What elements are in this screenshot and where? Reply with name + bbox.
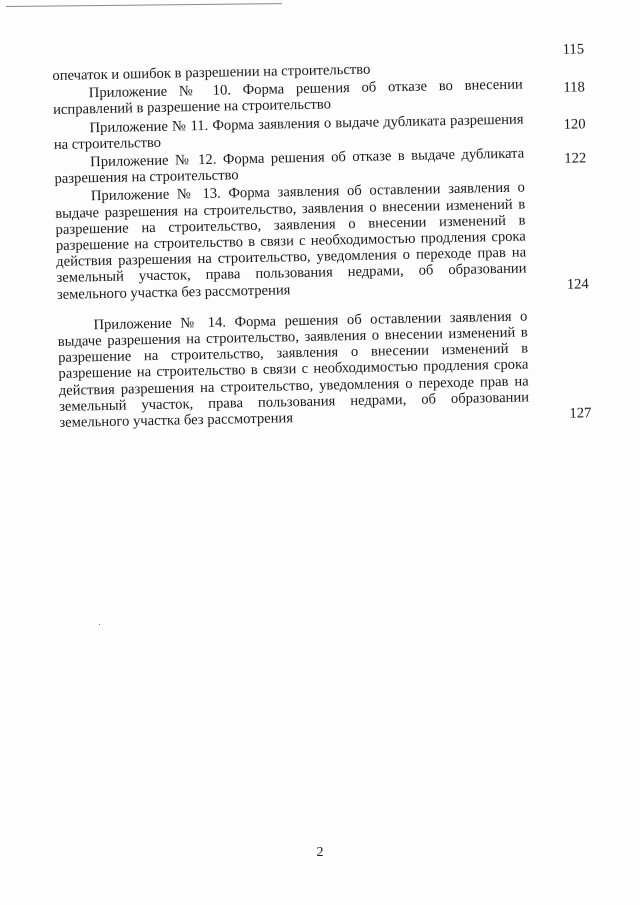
toc-entry-text: Приложение № 13. Форма заявления об оставлении заявления о выдаче разрешения на строительство, заявления о внесении изменений в разрешение на строительство, заявления о внесении изменений в разрешение на строительство в связи с необходимостью продления срока действия разрешения на строительство, уведомления о переходе прав на земельный участок, права пользования недрами, об образовании земельного участка без рассмотрения (55, 179, 527, 303)
toc-page-number: 124 (566, 276, 589, 294)
scan-speck (99, 624, 100, 625)
toc-page-number: 118 (563, 79, 585, 96)
top-rule-line (6, 3, 282, 7)
table-of-contents (52, 41, 592, 431)
toc-entry-text: Приложение № 10. Форма решения об отказе во внесении исправлений в разрешение на строительство (53, 76, 523, 119)
toc-entry-text: Приложение № 11. Форма заявления о выдаче дубликата разрешения на строительство (53, 111, 524, 153)
toc-entry-5 (55, 179, 589, 303)
toc-entry-6 (57, 307, 591, 431)
toc-page-number: 127 (569, 405, 592, 422)
toc-entry-text: Приложение № 12. Форма решения об отказе в выдаче дубликата разрешения на строительство (54, 145, 525, 188)
toc-page-number: 115 (562, 41, 585, 58)
toc-page-number: 120 (563, 115, 586, 133)
toc-entry-text: Приложение № 14. Форма решения об оставлении заявления о выдаче разрешения на строительство, заявления о внесении изменений в разрешение на строительство, заявления о внесении изменений в разрешение на строительство в связи с необходимостью продления срока действия разрешения на строительство, уведомления о переходе прав на земельный участок, права пользования недрами, об образовании земельного участка без рассмотрения (57, 308, 530, 431)
page-number: 2 (316, 845, 324, 860)
toc-entry-text: опечаток и ошибок в разрешении на строительство (52, 61, 371, 84)
toc-page-number: 122 (564, 150, 587, 167)
